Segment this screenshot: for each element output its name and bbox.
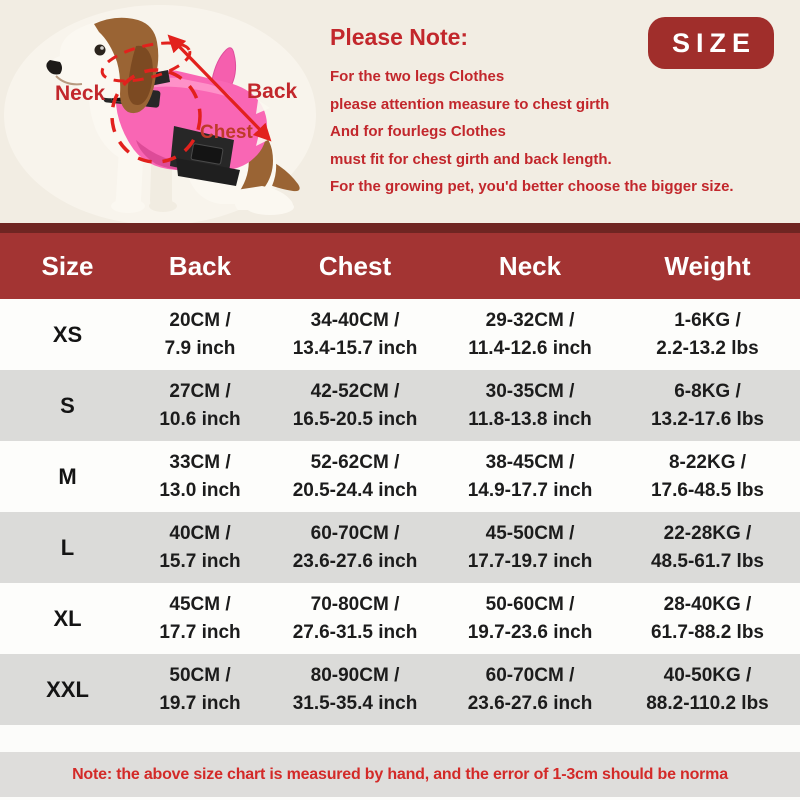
cell-line-inch: 11.4-12.6 inch [468,337,592,359]
cell-line-inch: 27.6-31.5 inch [292,621,418,643]
size-cell: M [58,463,77,489]
chest-cell [265,378,445,434]
please-note-title: Please Note: [330,24,469,50]
back-cell [135,449,265,505]
note-line: For the growing pet, you'd better choose the bigger size. [330,178,734,195]
table-row-l [0,512,800,583]
neck-cell [445,449,615,505]
weight-cell [615,520,800,576]
chest-cell [265,591,445,647]
note-line: must fit for chest girth and back length. [330,150,612,168]
cell-line-inch: 13.0 inch [159,479,241,501]
cell-line-cm: 20CM / [169,309,231,331]
chest-cell [265,520,445,576]
table-row-xxl [0,654,800,725]
cell-line-cm: 45-50CM / [485,522,575,544]
cell-line-inch: 13.4-15.7 inch [292,337,418,359]
cell-line-cm: 40CM / [169,522,231,544]
cell-line-inch: 14.9-17.7 inch [467,479,593,501]
weight-cell [615,662,800,718]
cell-line-lbs: 61.7-88.2 lbs [650,621,765,643]
neck-cell [445,662,615,718]
neck-cell [445,591,615,647]
cell-line-inch: 23.6-27.6 inch [467,692,593,714]
chest-label: Chest [200,122,253,143]
note-line: For the two legs Clothes [330,68,505,85]
cell-line-inch: 7.9 inch [164,337,236,359]
cell-line-kg: 40-50KG / [663,664,752,686]
cell-line-inch: 20.5-24.4 inch [292,479,418,501]
weight-cell [615,591,800,647]
hero-section [0,0,800,223]
size-cell: XXL [46,676,89,702]
size-cell: XS [52,321,83,347]
note-line: And for fourlegs Clothes [330,123,506,140]
dog-measurement-diagram [0,0,330,223]
header-chest: Chest [318,250,392,281]
chest-cell [265,307,445,363]
table-header-row [0,233,800,299]
cell-line-kg: 8-22KG / [668,451,747,473]
cell-line-cm: 70-80CM / [310,593,400,615]
cell-line-inch: 15.7 inch [159,550,241,572]
size-badge: SIZE [648,17,774,69]
cell-line-cm: 60-70CM / [310,522,400,544]
cell-line-inch: 23.6-27.6 inch [292,550,418,572]
header-back: Back [168,250,232,281]
cell-line-lbs: 48.5-61.7 lbs [650,550,765,572]
cell-line-cm: 30-35CM / [485,380,575,402]
header-size: Size [41,250,94,281]
cell-line-inch: 11.8-13.8 inch [468,408,592,430]
cell-line-cm: 38-45CM / [485,451,575,473]
chest-cell [265,662,445,718]
cell-line-lbs: 13.2-17.6 lbs [650,408,765,430]
cell-line-cm: 29-32CM / [485,309,575,331]
cell-line-inch: 16.5-20.5 inch [292,408,418,430]
cell-line-cm: 34-40CM / [310,309,400,331]
footer-note-text: Note: the above size chart is measured by hand, and the error of 1-3cm should be norma [72,765,728,783]
cell-line-inch: 19.7 inch [159,692,241,714]
cell-line-cm: 60-70CM / [485,664,575,686]
size-table-body [0,299,800,725]
cell-line-lbs: 88.2-110.2 lbs [646,692,769,714]
cell-line-cm: 45CM / [169,593,231,615]
neck-label: Neck [55,82,106,105]
back-cell [135,307,265,363]
cell-line-kg: 28-40KG / [663,593,752,615]
footer-note-bar [0,752,800,797]
neck-cell [445,378,615,434]
size-cell: L [60,534,75,560]
table-row-xs [0,299,800,370]
back-label: Back [247,80,298,103]
header-top-divider [0,223,800,233]
cell-line-inch: 19.7-23.6 inch [467,621,593,643]
weight-cell [615,307,800,363]
cell-line-cm: 50-60CM / [485,593,575,615]
cell-line-cm: 50CM / [169,664,231,686]
size-cell: S [60,392,75,418]
cell-line-inch: 17.7-19.7 inch [467,550,593,572]
chest-cell [265,449,445,505]
weight-cell [615,378,800,434]
back-cell [135,662,265,718]
header-neck: Neck [498,250,562,281]
note-line: please attention measure to chest girth [330,95,610,113]
cell-line-cm: 42-52CM / [310,380,400,402]
back-cell [135,378,265,434]
cell-line-kg: 1-6KG / [674,309,741,331]
size-cell: XL [53,605,82,631]
neck-cell [445,520,615,576]
cell-line-inch: 10.6 inch [159,408,241,430]
weight-cell [615,449,800,505]
dog-photo-illustration [0,0,330,223]
cell-line-cm: 52-62CM / [310,451,400,473]
cell-line-cm: 33CM / [169,451,231,473]
table-row-s [0,370,800,441]
cell-line-lbs: 17.6-48.5 lbs [650,479,765,501]
cell-line-lbs: 2.2-13.2 lbs [656,337,759,359]
cell-line-inch: 31.5-35.4 inch [292,692,418,714]
table-row-xl [0,583,800,654]
table-row-m [0,441,800,512]
header-weight: Weight [664,250,751,281]
cell-line-cm: 80-90CM / [310,664,400,686]
cell-line-inch: 17.7 inch [159,621,241,643]
back-cell [135,520,265,576]
cell-line-kg: 6-8KG / [674,380,741,402]
back-cell [135,591,265,647]
neck-cell [445,307,615,363]
cell-line-cm: 27CM / [169,380,231,402]
cell-line-kg: 22-28KG / [663,522,752,544]
